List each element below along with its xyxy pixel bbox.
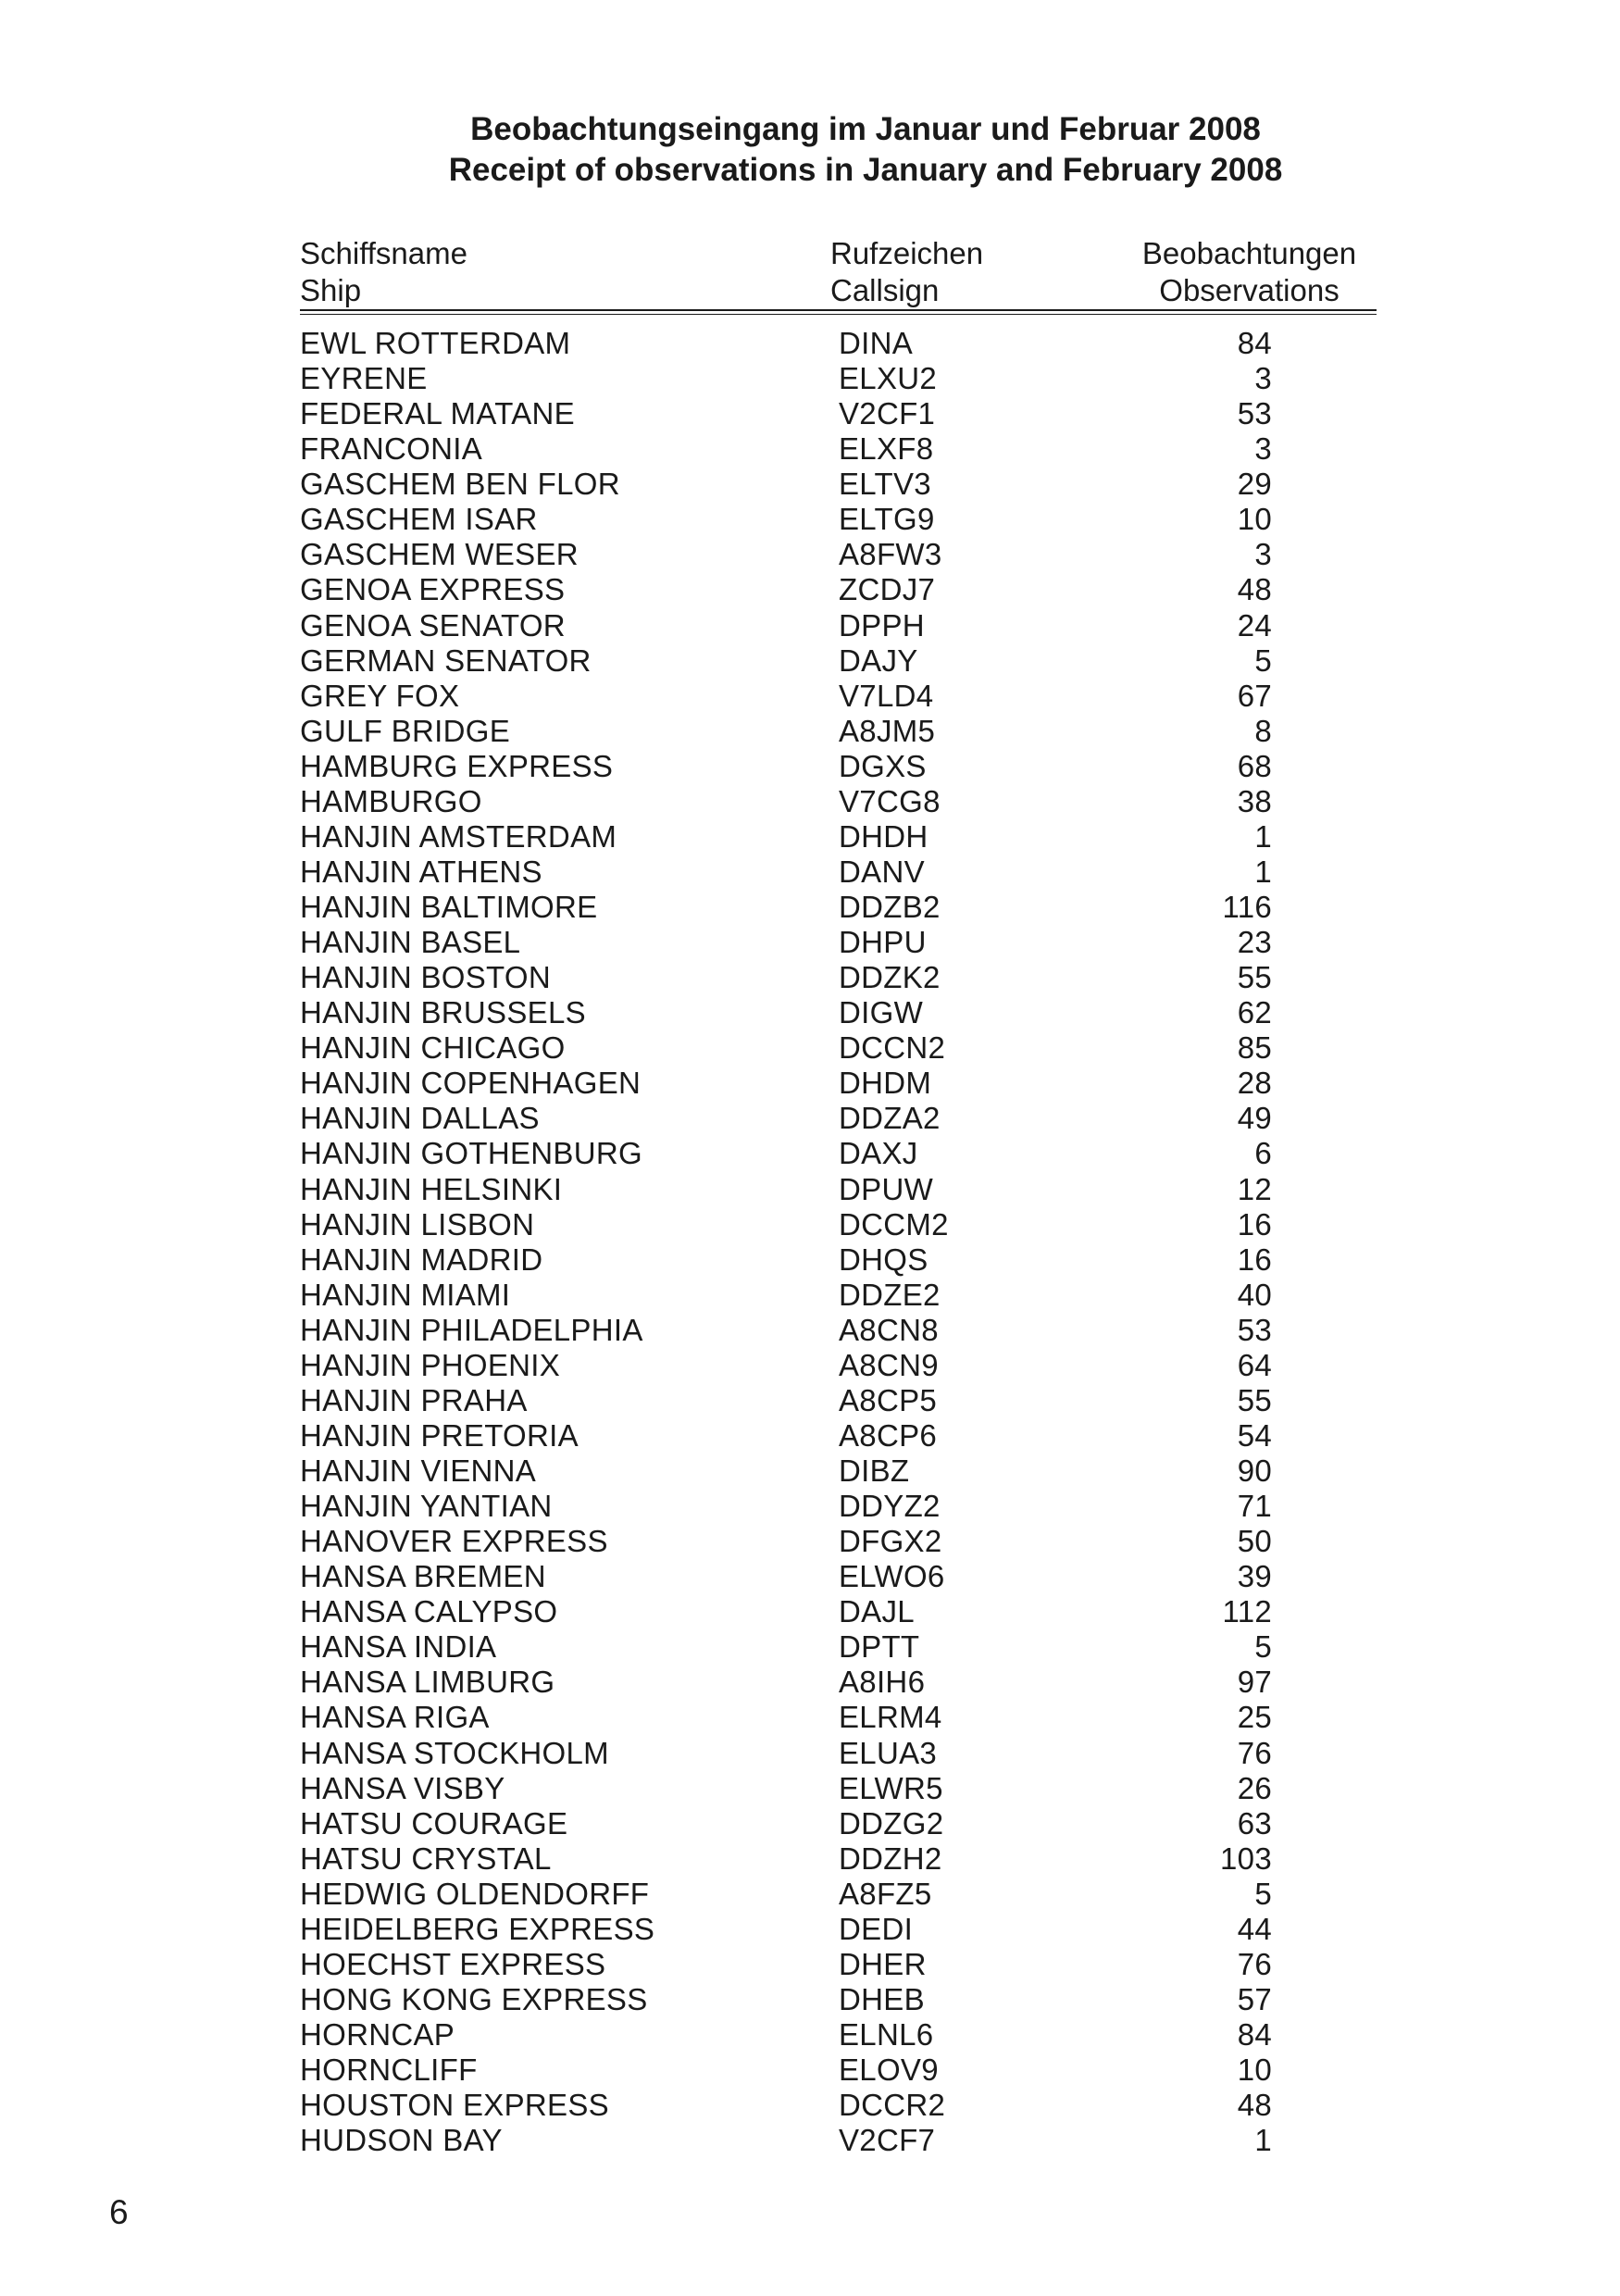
ship-name-cell: HORNCLIFF [300,2053,478,2088]
callsign-cell: ELTV3 [839,467,931,502]
table-row [300,784,1272,819]
observations-cell: 54 [1237,1417,1272,1453]
observations-cell: 25 [1237,1700,1272,1735]
ship-name-cell: HANSA INDIA [300,1629,497,1665]
observations-cell: 5 [1254,643,1272,678]
observations-cell: 16 [1237,1206,1272,1242]
ship-name-cell: EWL ROTTERDAM [300,326,571,360]
callsign-cell: DPUW [839,1171,934,1206]
observations-cell: 48 [1237,2088,1272,2123]
ship-name-cell: HONG KONG EXPRESS [300,1981,648,2016]
observations-cell: 84 [1237,2017,1272,2052]
callsign-cell: A8IH6 [839,1665,926,1700]
ship-name-cell: GERMAN SENATOR [300,643,592,678]
observations-cell: 10 [1237,502,1272,537]
callsign-cell: DPTT [839,1629,920,1665]
ship-name-cell: HANJIN PHOENIX [300,1347,561,1382]
observations-cell: 6 [1254,1136,1272,1171]
callsign-cell: V2CF7 [839,2123,936,2158]
ship-name-cell: GASCHEM BEN FLOR [300,467,620,502]
table-row [300,1454,1272,1489]
callsign-cell: ELWO6 [839,1559,945,1594]
callsign-cell: V2CF1 [839,396,936,431]
observations-cell: 3 [1254,537,1272,572]
callsign-cell: DIBZ [839,1454,910,1488]
table-row [300,749,1272,784]
callsign-cell: V7CG8 [839,783,941,818]
callsign-cell: DHER [839,1946,927,1981]
header-ship-en: Ship [300,273,362,307]
ship-name-cell: GASCHEM ISAR [300,502,538,537]
ship-name-cell: HANJIN HELSINKI [300,1171,563,1206]
table-row [300,1348,1272,1383]
ship-name-cell: HANJIN LISBON [300,1206,535,1242]
observations-cell: 3 [1254,431,1272,467]
table-row [300,1771,1272,1806]
ship-name-cell: HANJIN PRETORIA [300,1417,579,1453]
observations-cell: 10 [1237,2053,1272,2088]
ship-name-cell: HATSU CRYSTAL [300,1841,552,1876]
table-row [300,1030,1272,1066]
ship-name-cell: HAMBURGO [300,783,482,818]
table-row [300,1066,1272,1101]
ship-name-cell: HANJIN BRUSSELS [300,995,586,1030]
table-row [300,1629,1272,1665]
observations-cell: 97 [1237,1665,1272,1700]
table-row [300,1524,1272,1559]
ship-name-cell: HEIDELBERG EXPRESS [300,1911,655,1946]
observations-cell: 55 [1237,1382,1272,1417]
ship-name-cell: HANJIN COPENHAGEN [300,1066,642,1101]
ship-name-cell: HANSA VISBY [300,1770,505,1805]
title-english: Receipt of observations in January and February 2008 [448,152,1283,188]
table-row [300,361,1272,396]
ship-name-cell: HAMBURG EXPRESS [300,748,614,783]
observations-cell: 84 [1237,326,1272,360]
callsign-cell: A8CP6 [839,1417,938,1453]
table-row [300,396,1272,431]
table-row [300,326,1272,361]
header-callsign [830,235,983,309]
callsign-cell: DEDI [839,1911,914,1946]
observations-cell: 8 [1254,713,1272,748]
callsign-cell: A8FW3 [839,537,942,572]
ship-name-cell: FRANCONIA [300,431,483,467]
table-row [300,1947,1272,1982]
callsign-cell: ELWR5 [839,1770,943,1805]
callsign-cell: DINA [839,326,914,360]
observations-cell: 40 [1237,1277,1272,1312]
ship-name-cell: HANSA STOCKHOLM [300,1735,609,1770]
observations-cell: 68 [1237,748,1272,783]
table-row [300,1877,1272,1912]
ship-name-cell: HANJIN PRAHA [300,1382,528,1417]
table-row [300,1982,1272,2017]
ship-name-cell: HOUSTON EXPRESS [300,2088,609,2123]
callsign-cell: DDZH2 [839,1841,942,1876]
callsign-cell: DFGX2 [839,1524,942,1559]
observations-cell: 53 [1237,1312,1272,1347]
observations-cell: 44 [1237,1911,1272,1946]
table-row [300,572,1272,607]
table-row [300,1559,1272,1594]
observations-cell: 76 [1237,1946,1272,1981]
ship-name-cell: HATSU COURAGE [300,1805,568,1841]
table-row [300,1313,1272,1348]
observations-cell: 76 [1237,1735,1272,1770]
callsign-cell: ELXF8 [839,431,934,467]
table-row [300,1383,1272,1418]
callsign-cell: A8CP5 [839,1382,938,1417]
table-row [300,1841,1272,1877]
table-row [300,1700,1272,1735]
ship-name-cell: GENOA EXPRESS [300,572,566,607]
callsign-cell: DHPU [839,925,927,960]
header-ship [300,235,467,309]
ship-name-cell: HEDWIG OLDENDORFF [300,1876,650,1911]
table-row [300,819,1272,855]
callsign-cell: DDZB2 [839,890,941,924]
ship-name-cell: HANJIN CHICAGO [300,1030,566,1066]
observations-cell: 71 [1237,1489,1272,1524]
table-row [300,431,1272,467]
table-row [300,679,1272,714]
ship-name-cell: HANJIN VIENNA [300,1454,537,1488]
ship-table-body [300,326,1272,2158]
ship-name-cell: HOECHST EXPRESS [300,1946,606,1981]
callsign-cell: ELRM4 [839,1700,942,1735]
observations-cell: 39 [1237,1559,1272,1594]
table-row [300,2088,1272,2123]
ship-name-cell: FEDERAL MATANE [300,396,575,431]
observations-cell: 57 [1237,1981,1272,2016]
table-row [300,714,1272,749]
table-row [300,1101,1272,1136]
ship-name-cell: HORNCAP [300,2017,455,2052]
observations-cell: 53 [1237,396,1272,431]
ship-name-cell: HANJIN AMSTERDAM [300,818,617,854]
ship-name-cell: EYRENE [300,361,428,396]
table-row [300,1418,1272,1454]
observations-cell: 112 [1222,1594,1272,1629]
callsign-cell: DAJY [839,643,918,678]
callsign-cell: DCCM2 [839,1206,949,1242]
ship-name-cell: HUDSON BAY [300,2123,503,2158]
ship-name-cell: HANSA LIMBURG [300,1665,555,1700]
callsign-cell: V7LD4 [839,678,934,713]
ship-name-cell: HANJIN BASEL [300,925,521,960]
page-number: 6 [109,2193,129,2231]
observations-cell: 55 [1237,960,1272,995]
observations-cell: 90 [1237,1454,1272,1488]
ship-name-cell: HANOVER EXPRESS [300,1524,608,1559]
table-row [300,855,1272,890]
header-observations [1122,235,1377,309]
callsign-cell: DHDM [839,1066,932,1101]
observations-cell: 85 [1237,1030,1272,1066]
ship-name-cell: GREY FOX [300,678,460,713]
observations-cell: 23 [1237,925,1272,960]
header-callsign-en: Callsign [830,273,940,307]
ship-name-cell: HANJIN MADRID [300,1242,543,1277]
observations-cell: 116 [1222,890,1272,924]
observations-cell: 12 [1237,1171,1272,1206]
observations-cell: 1 [1254,854,1272,889]
callsign-cell: DDZA2 [839,1101,941,1136]
table-row [300,1806,1272,1841]
table-row [300,1665,1272,1700]
observations-cell: 1 [1254,2123,1272,2158]
table-row [300,995,1272,1030]
callsign-cell: DHDH [839,818,928,854]
table-row [300,1207,1272,1242]
callsign-cell: DDYZ2 [839,1489,941,1524]
table-row [300,1172,1272,1207]
ship-name-cell: HANJIN GOTHENBURG [300,1136,642,1171]
header-ship-de: Schiffsname [300,236,467,270]
header-observations-en: Observations [1159,273,1340,307]
table-row [300,1594,1272,1629]
observations-cell: 62 [1237,995,1272,1030]
header-callsign-de: Rufzeichen [830,236,984,270]
ship-name-cell: GASCHEM WESER [300,537,579,572]
ship-name-cell: HANJIN YANTIAN [300,1489,553,1524]
table-row [300,537,1272,572]
callsign-cell: ELNL6 [839,2017,934,2052]
observations-cell: 38 [1237,783,1272,818]
title-german: Beobachtungseingang im Januar und Februar 2008 [470,111,1261,147]
ship-name-cell: HANJIN PHILADELPHIA [300,1312,643,1347]
callsign-cell: DHQS [839,1242,928,1277]
observations-cell: 63 [1237,1805,1272,1841]
callsign-cell: DCCR2 [839,2088,946,2123]
observations-cell: 1 [1254,818,1272,854]
ship-name-cell: HANJIN ATHENS [300,854,542,889]
ship-name-cell: GULF BRIDGE [300,713,511,748]
observations-cell: 64 [1237,1347,1272,1382]
table-row [300,2017,1272,2053]
callsign-cell: DDZG2 [839,1805,944,1841]
callsign-cell: A8FZ5 [839,1876,932,1911]
ship-name-cell: HANSA CALYPSO [300,1594,558,1629]
ship-name-cell: HANJIN DALLAS [300,1101,540,1136]
observations-cell: 24 [1237,607,1272,643]
observations-cell: 103 [1220,1841,1272,1876]
table-row [300,467,1272,502]
callsign-cell: DGXS [839,748,927,783]
callsign-cell: ELUA3 [839,1735,938,1770]
ship-name-cell: HANJIN BALTIMORE [300,890,598,924]
page-title [0,109,1620,191]
table-row [300,643,1272,679]
callsign-cell: DAXJ [839,1136,918,1171]
callsign-cell: DCCN2 [839,1030,946,1066]
table-header [300,235,1377,311]
header-divider [300,309,1377,315]
header-observations-de: Beobachtungen [1141,236,1357,270]
table-row [300,890,1272,925]
callsign-cell: A8JM5 [839,713,936,748]
observations-cell: 3 [1254,361,1272,396]
observations-cell: 48 [1237,572,1272,607]
callsign-cell: ZCDJ7 [839,572,936,607]
observations-cell: 50 [1237,1524,1272,1559]
table-row [300,1736,1272,1771]
callsign-cell: DANV [839,854,925,889]
observations-cell: 29 [1237,467,1272,502]
table-row [300,1912,1272,1947]
observations-cell: 49 [1237,1101,1272,1136]
table-row [300,925,1272,960]
callsign-cell: DDZE2 [839,1277,941,1312]
callsign-cell: DDZK2 [839,960,941,995]
ship-name-cell: GENOA SENATOR [300,607,566,643]
observations-cell: 28 [1237,1066,1272,1101]
observations-cell: 16 [1237,1242,1272,1277]
table-row [300,2053,1272,2088]
table-row [300,1242,1272,1278]
ship-name-cell: HANSA BREMEN [300,1559,546,1594]
callsign-cell: A8CN9 [839,1347,939,1382]
table-row [300,960,1272,995]
observations-cell: 67 [1237,678,1272,713]
table-row [300,1489,1272,1524]
callsign-cell: ELOV9 [839,2053,939,2088]
callsign-cell: DIGW [839,995,924,1030]
callsign-cell: A8CN8 [839,1312,939,1347]
callsign-cell: DAJL [839,1594,915,1629]
observations-cell: 5 [1254,1876,1272,1911]
table-row [300,608,1272,643]
observations-cell: 26 [1237,1770,1272,1805]
observations-cell: 5 [1254,1629,1272,1665]
callsign-cell: DHEB [839,1981,925,2016]
table-row [300,1278,1272,1313]
table-row [300,1136,1272,1171]
callsign-cell: ELXU2 [839,361,938,396]
table-row [300,502,1272,537]
ship-name-cell: HANJIN MIAMI [300,1277,511,1312]
ship-name-cell: HANJIN BOSTON [300,960,551,995]
ship-name-cell: HANSA RIGA [300,1700,490,1735]
table-row [300,2123,1272,2158]
callsign-cell: ELTG9 [839,502,935,537]
callsign-cell: DPPH [839,607,925,643]
